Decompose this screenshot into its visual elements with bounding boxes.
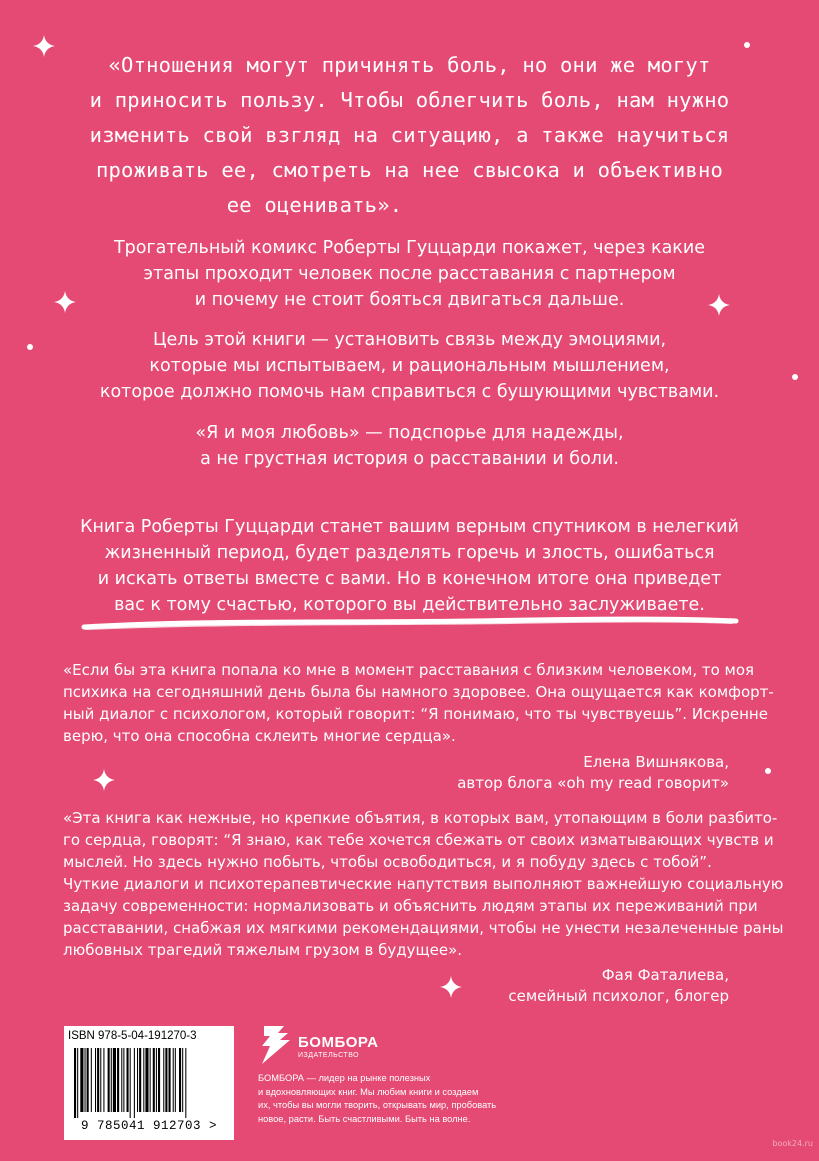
dot-icon — [765, 768, 771, 774]
review-line: задачу современности: нормализовать и объяснить людям этапы их переживаний при — [63, 897, 758, 915]
bombora-logo-icon — [258, 1024, 294, 1066]
publisher-logo — [258, 1024, 379, 1070]
sparkle-icon — [92, 768, 116, 792]
quote-line: проживать ее, смотреть на нее свысока и объективно — [95, 158, 724, 182]
intro-line: Трогательный комикс Роберты Гуццарди покажет, через какие — [113, 238, 706, 258]
publisher-blurb-line: новое, расти. Быть счастливыми. Быть на волне. — [258, 1113, 471, 1124]
sparkle-icon — [439, 975, 463, 999]
publisher-blurb — [258, 1072, 496, 1126]
review-author-role: автор блога «oh my read говорит» — [457, 774, 729, 792]
isbn-digits: 9 785041 912703 > — [80, 1119, 218, 1133]
intro-line: а не грустная история о расставании и боли. — [200, 449, 619, 469]
review-line: «Эта книга как нежные, но крепкие объятия, в которых вам, утопающим в боли разбито- — [63, 809, 778, 827]
intro-line: жизненный период, будет разделять горечь и злость, ошибаться — [104, 543, 715, 563]
publisher-blurb-line: БОМБОРА — лидер на рынке полезных — [258, 1073, 431, 1083]
publisher-name: БОМБОРА — [298, 1034, 379, 1051]
quote-line: и приносить пользу. Чтобы облегчить боль, нам нужно — [89, 88, 730, 112]
review-line: любовных трагедий тяжелым грузом в будущее». — [63, 941, 463, 959]
review-line: ный диалог с психологом, который говорит: “Я понимаю, что ты чувствуешь”. Искренне — [63, 705, 768, 723]
review-line: Чуткие диалоги и психотерапевтические напутствия выполняют важнейшую социальную — [63, 875, 784, 893]
review-author-role: семейный психолог, блогер — [508, 987, 729, 1005]
review-line: мыслей. Но здесь нужно побыть, чтобы освободиться, и я побуду здесь с тобой”. — [63, 853, 712, 871]
intro-line: и искать ответы вместе с вами. Но в конечном итоге она приведет — [97, 569, 722, 589]
isbn-barcode — [64, 1026, 234, 1140]
intro-line: которое должно помочь нам справиться с бушующими чувствами. — [99, 382, 720, 402]
review-author: Елена Вишнякова, — [583, 753, 729, 771]
intro-line: вас к тому счастью, которого вы действительно заслуживаете. — [114, 595, 705, 615]
isbn-label: ISBN 978-5-04-191270-3 — [68, 1030, 197, 1042]
review-line: психика на сегодняшний день была бы намного здоровее. Она ощущается как комфорт- — [63, 683, 774, 701]
quote-line: изменить свой взгляд на ситуацию, а также научиться — [89, 123, 730, 147]
intro-line: этапы проходит человек после расставания с партнером — [143, 264, 676, 284]
intro-line: и почему не стоит бояться двигаться дальше. — [194, 290, 625, 310]
intro-line: Книга Роберты Гуццарди станет вашим верным спутником в нелегкий — [80, 517, 739, 537]
review-line: го сердца, говорят: “Я знаю, как тебе хочется сбежать от своих изматывающих чувств и — [63, 831, 774, 849]
review-line: «Если бы эта книга попала ко мне в момент расставания с близким человеком, то моя — [63, 661, 755, 679]
intro-line: которые мы испытываем, и рациональным мышлением, — [149, 356, 670, 376]
watermark: book24.ru — [772, 1139, 813, 1148]
brush-underline — [80, 612, 740, 636]
publisher-subtitle: ИЗДАТЕЛЬСТВО — [298, 1052, 360, 1059]
publisher-blurb-line: и вдохновляющих книг. Мы любим книги и создаем — [258, 1086, 479, 1097]
intro-line: «Я и моя любовь» — подспорье для надежды, — [195, 423, 624, 443]
review-line: расставании, снабжая их мягкими рекомендациями, чтобы не унести незалеченные раны — [63, 919, 784, 937]
review-author: Фая Фаталиева, — [601, 966, 729, 984]
publisher-blurb-line: их, чтобы вы могли творить, открывать мир, пробовать — [258, 1100, 497, 1110]
intro-line: Цель этой книги — установить связь между эмоциями, — [152, 330, 667, 350]
review-line: верю, что она способна склеить многие сердца». — [63, 727, 456, 745]
quote-line: «Отношения могут причинять боль, но они же могут — [108, 53, 711, 77]
quote-line: ее оценивать». — [226, 193, 403, 217]
barcode-bars — [72, 1048, 226, 1118]
